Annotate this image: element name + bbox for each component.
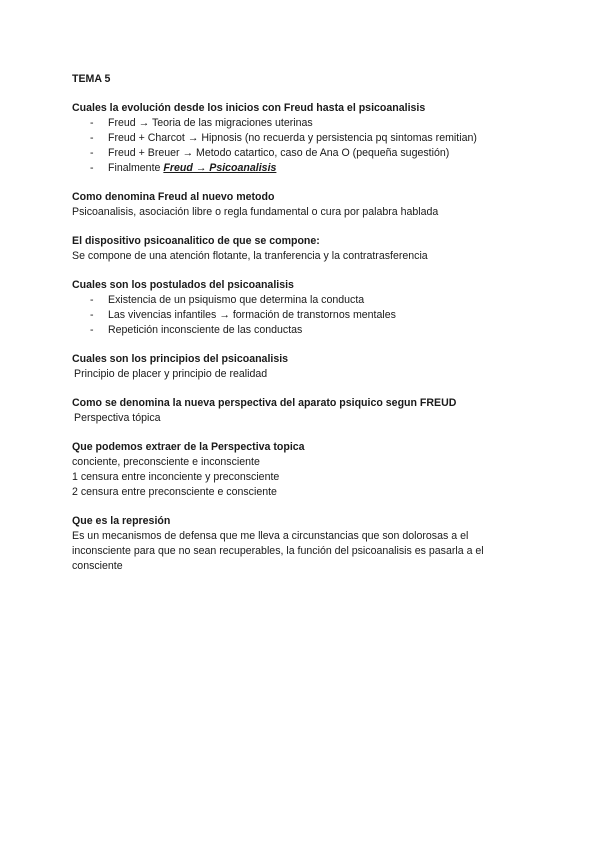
list-item: - Las vivencias infantiles → formación de transtornos mentales bbox=[90, 309, 396, 321]
question-heading: Cuales son los postulados del psicoanalisis bbox=[72, 279, 294, 291]
answer-line: consciente bbox=[72, 560, 123, 572]
bullet-list bbox=[72, 116, 532, 176]
answer-text: Se compone de una atención flotante, la tranferencia y la contratrasferencia bbox=[72, 250, 428, 262]
section-nuevo-metodo bbox=[72, 190, 532, 220]
answer-line: 2 censura entre preconsciente e consciente bbox=[72, 486, 277, 498]
question-heading: Cuales son los principios del psicoanalisis bbox=[72, 353, 289, 365]
final-item-emphasis: Freud → Psicoanalisis bbox=[163, 162, 277, 174]
answer-line: Es un mecanismos de defensa que me lleva a circunstancias que son dolorosas a el bbox=[72, 530, 469, 542]
question-heading: Como se denomina la nueva perspectiva del aparato psiquico segun FREUD bbox=[72, 397, 457, 409]
question-heading: El dispositivo psicoanalitico de que se compone: bbox=[72, 235, 320, 247]
list-item: - Repetición inconsciente de las conductas bbox=[90, 324, 303, 336]
list-item: - Existencia de un psiquismo que determina la conducta bbox=[90, 294, 365, 306]
question-heading: Que podemos extraer de la Perspectiva topica bbox=[72, 441, 305, 453]
list-item: - Finalmente Freud → Psicoanalisis bbox=[90, 162, 277, 174]
final-item-prefix: Finalmente bbox=[108, 162, 164, 174]
question-heading: Cuales la evolución desde los inicios con Freud hasta el psicoanalisis bbox=[72, 102, 426, 114]
answer-text: Psicoanalisis, asociación libre o regla fundamental o cura por palabra hablada bbox=[72, 206, 439, 218]
question-heading: Que es la represión bbox=[72, 515, 171, 527]
answer-line: conciente, preconsciente e inconsciente bbox=[72, 456, 260, 468]
list-item: - Freud + Breuer → Metodo catartico, caso de Ana O (pequeña sugestión) bbox=[90, 147, 450, 159]
document-content bbox=[72, 72, 532, 588]
section-represion bbox=[72, 514, 532, 574]
list-item: - Freud → Teoria de las migraciones uterinas bbox=[90, 117, 313, 129]
answer-line: 1 censura entre inconciente y preconsciente bbox=[72, 471, 280, 483]
answer-line: inconsciente para que no sean recuperables, la función del psicoanalisis es pasarla a el bbox=[72, 545, 484, 557]
bullet-list bbox=[72, 293, 532, 338]
section-perspectiva bbox=[72, 396, 532, 426]
section-dispositivo bbox=[72, 234, 532, 264]
question-heading: Como denomina Freud al nuevo metodo bbox=[72, 191, 275, 203]
answer-text: Principio de placer y principio de realidad bbox=[74, 368, 268, 380]
section-perspectiva-topica bbox=[72, 440, 532, 500]
document-title: TEMA 5 bbox=[72, 73, 111, 85]
section-principios bbox=[72, 352, 532, 382]
section-evolucion bbox=[72, 101, 532, 176]
answer-text: Perspectiva tópica bbox=[74, 412, 161, 424]
section-postulados bbox=[72, 278, 532, 338]
list-item: - Freud + Charcot → Hipnosis (no recuerda y persistencia pq sintomas remitian) bbox=[90, 132, 477, 144]
